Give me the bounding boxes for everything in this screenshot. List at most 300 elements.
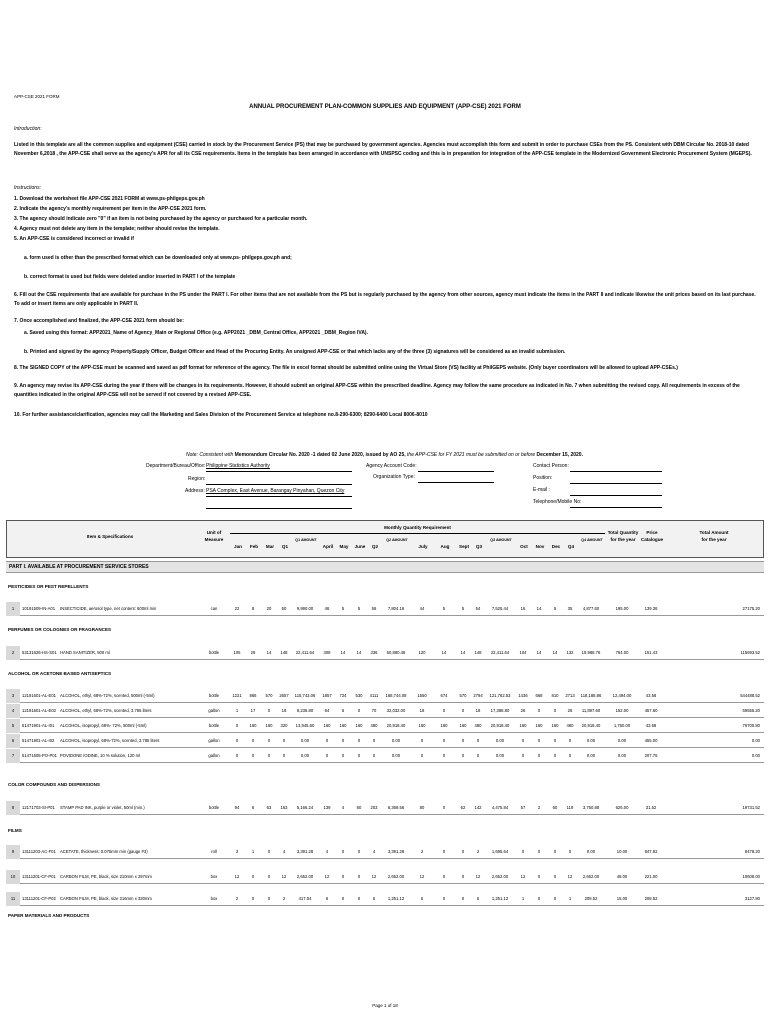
table-row <box>6 646 764 660</box>
total-amount: 544488.52 <box>740 693 760 698</box>
value-oct[interactable]: 104 <box>519 650 527 655</box>
value-jan[interactable]: 1221 <box>232 693 242 698</box>
instruction-7b: b. Printed and signed by the agency Property/Supply Officer, Budget Officer and Head of the Procuring Entity. An unsigned APP-CSE or that which lacks any of the three (3) signatures will be considered as an invalid submission. <box>24 349 566 355</box>
value-may[interactable]: 0 <box>341 896 345 901</box>
row-number: 3 <box>6 689 20 703</box>
header-sep: Sept <box>459 544 469 549</box>
header-oct: Oct <box>520 544 528 549</box>
value-oct[interactable]: 160 <box>519 723 527 728</box>
value-apr[interactable]: 6 <box>325 896 329 901</box>
table-row <box>6 734 764 748</box>
value-jun[interactable]: 160 <box>355 723 363 728</box>
dept-label: Department/Bureau/Office: <box>146 463 206 469</box>
table-row <box>6 749 764 763</box>
position-label: Position: <box>533 475 553 481</box>
item-code: 13111201-CF-P01 <box>22 874 56 879</box>
value-nov[interactable]: 668 <box>535 693 543 698</box>
value-q3: 0 <box>476 738 480 743</box>
value-nov[interactable]: 0 <box>537 896 541 901</box>
header-jun: June <box>354 544 366 549</box>
value-q2amt: 50,880.48 <box>386 650 406 655</box>
value-q4: 12 <box>567 874 573 879</box>
instruction-4: 4. Agency must not delete any item in the template; neither should revise the template. <box>14 226 220 232</box>
header-unit-1: Unit of <box>206 530 222 535</box>
address-value[interactable]: PSA Complex, East Avenue, Barangay Pinyahan, Quezon City <box>206 488 345 494</box>
value-oct[interactable]: 0 <box>521 738 525 743</box>
price-catalogue: 43.58 <box>645 723 657 728</box>
value-jul[interactable]: 44 <box>419 606 425 611</box>
value-q2: 0 <box>372 753 376 758</box>
table-row <box>6 704 764 718</box>
value-q3: 0 <box>476 753 480 758</box>
value-q4amt: 208.52 <box>584 896 598 901</box>
value-apr[interactable]: 0 <box>325 753 329 758</box>
value-jan[interactable]: 12 <box>234 874 240 879</box>
value-q3: 480 <box>474 723 482 728</box>
category-alcohol: ALCOHOL OR ACETONE BASED ANTISEPTICS <box>8 671 112 676</box>
total-amount: 8478.20 <box>744 849 760 854</box>
total-quantity: 195.00 <box>615 606 629 611</box>
total-amount: 0.00 <box>751 753 760 758</box>
value-jan[interactable]: 3 <box>235 849 239 854</box>
value-q1amt: 0.00 <box>300 753 310 758</box>
row-number: 2 <box>6 646 20 660</box>
value-q3amt: 17,388.80 <box>490 708 510 713</box>
row-number: 1 <box>6 602 20 616</box>
value-apr[interactable]: 46 <box>324 606 330 611</box>
value-oct[interactable]: 1 <box>521 896 525 901</box>
value-q1: 2657 <box>279 693 289 698</box>
total-quantity: 152.00 <box>615 708 629 713</box>
value-mar[interactable]: 0 <box>267 708 271 713</box>
value-sep[interactable]: 570 <box>459 693 467 698</box>
value-aug[interactable]: 0 <box>442 849 446 854</box>
value-q2amt: 0.00 <box>391 738 401 743</box>
value-sep[interactable]: 0 <box>461 849 465 854</box>
contact-person-label: Contact Person: <box>533 463 569 469</box>
item-code: 12171703-SI-P01 <box>22 805 55 810</box>
price-catalogue: 455.00 <box>644 738 658 743</box>
value-dec[interactable]: 0 <box>553 708 557 713</box>
header-nov: Nov <box>535 544 545 549</box>
note-prefix: Note: Consistent with <box>186 452 234 458</box>
total-amount: 10608.00 <box>742 874 760 879</box>
value-nov[interactable]: 2 <box>537 805 541 810</box>
value-may[interactable]: 0 <box>341 849 345 854</box>
value-dec[interactable]: 160 <box>551 723 559 728</box>
value-may[interactable]: 0 <box>341 753 345 758</box>
value-q3amt: 0.00 <box>495 738 505 743</box>
value-apr[interactable]: 160 <box>323 723 331 728</box>
value-apr[interactable]: 0 <box>325 738 329 743</box>
instruction-7: 7. Once accomplished and finalized, the APP-CSE 2021 form should be: <box>14 318 184 324</box>
unit-of-measure: gallon <box>208 738 220 743</box>
value-dec[interactable]: 14 <box>552 650 558 655</box>
instruction-6: 6. Fill out the CSE requirements that are available for purchase in the PS under the PART I. For other items that are not available from the PS but is regularly purchased by the agency from other sources, agency must indicate the items in the PART II and indicate likewise the unit prices based on its last purchase. To add or insert items are only applicable in PART II. <box>14 292 756 307</box>
value-q4: 35 <box>567 606 573 611</box>
value-q1: 320 <box>280 723 288 728</box>
value-q3: 12 <box>475 874 481 879</box>
value-mar[interactable]: 14 <box>266 650 272 655</box>
price-catalogue: 207.75 <box>644 753 658 758</box>
item-description: HAND SANITIZER, 500 ml <box>60 650 110 655</box>
value-q2: 12 <box>371 874 377 879</box>
value-oct[interactable]: 0 <box>521 753 525 758</box>
value-mar[interactable]: 20 <box>266 606 272 611</box>
value-q4: 0 <box>568 849 572 854</box>
value-nov[interactable]: 0 <box>537 753 541 758</box>
value-q3: 148 <box>474 650 482 655</box>
item-code: 12191601-AL-E02 <box>22 708 56 713</box>
value-aug[interactable]: 5 <box>442 606 446 611</box>
value-jul[interactable]: 0 <box>420 753 424 758</box>
total-quantity: 10.00 <box>616 849 628 854</box>
value-oct[interactable]: 0 <box>521 849 525 854</box>
value-q2amt: 32,032.00 <box>386 708 406 713</box>
introduction-label: Introduction: <box>14 126 42 132</box>
value-jul[interactable]: 120 <box>418 650 426 655</box>
value-aug[interactable]: 0 <box>442 805 446 810</box>
email-label: E-mail : <box>533 487 550 493</box>
instruction-2: 2. Indicate the agency's monthly requirement per item in the APP-CSE 2021 form. <box>14 206 207 212</box>
item-description: CARBON FILM, PE, black, size 216mm x 330mm <box>60 896 152 901</box>
value-mar[interactable]: 0 <box>267 874 271 879</box>
price-catalogue: 151.43 <box>644 650 658 655</box>
total-quantity: 764.00 <box>615 650 629 655</box>
header-apr: April <box>322 544 334 549</box>
item-code: 12191601-AL-E01 <box>22 693 56 698</box>
header-price-2: Catalogue <box>640 537 664 542</box>
value-jun[interactable]: 530 <box>355 693 363 698</box>
value-mar[interactable]: 570 <box>265 693 273 698</box>
value-feb[interactable]: 17 <box>250 708 256 713</box>
value-feb[interactable]: 8 <box>251 606 255 611</box>
value-may[interactable]: 14 <box>340 650 346 655</box>
category-films: FILMS <box>8 828 22 833</box>
value-feb[interactable]: 6 <box>251 805 255 810</box>
price-catalogue: 457.60 <box>644 708 658 713</box>
value-may[interactable]: 724 <box>339 693 347 698</box>
value-q3amt: 2,652.00 <box>491 874 509 879</box>
value-mar[interactable]: 0 <box>267 753 271 758</box>
table-row <box>6 602 764 616</box>
value-mar[interactable]: 0 <box>267 738 271 743</box>
value-aug[interactable]: 674 <box>440 693 448 698</box>
total-amount: 69555.20 <box>742 708 760 713</box>
value-jan[interactable]: 22 <box>234 606 240 611</box>
instruction-8: 8. The SIGNED COPY of the APP-CSE must be scanned and saved as pdf format for reference of the agency. The file in excel format should be submitted online using the Virtual Store (VS) facility at PhilGEPS website. (Only buyer coordinators will be allowed to upload APP-CSEs.) <box>14 365 678 371</box>
value-jul[interactable]: 6 <box>420 896 424 901</box>
value-aug[interactable]: 0 <box>442 708 446 713</box>
row-number: 7 <box>6 749 20 763</box>
value-sep[interactable]: 5 <box>461 606 465 611</box>
value-nov[interactable]: 14 <box>536 650 542 655</box>
instruction-5: 5. An APP-CSE is considered incorrect or invalid if <box>14 236 134 242</box>
instruction-1: 1. Download the worksheet file APP-CSE 2021 FORM at www.ps-philgeps.gov.ph <box>14 196 205 202</box>
header-unit-2: Measure <box>204 537 224 542</box>
value-jan[interactable]: 1 <box>235 708 239 713</box>
category-paper: PAPER MATERIALS AND PRODUCTS <box>8 913 90 918</box>
header-q3amt: Q3 AMOUNT <box>490 538 512 542</box>
value-may[interactable]: 6 <box>341 708 345 713</box>
value-oct[interactable]: 1436 <box>518 693 528 698</box>
total-amount: 27175.20 <box>742 606 760 611</box>
value-q3amt: 121,762.53 <box>489 693 511 698</box>
value-oct[interactable]: 16 <box>520 606 526 611</box>
value-q2amt: 0.00 <box>391 753 401 758</box>
value-feb[interactable]: 0 <box>251 753 255 758</box>
value-apr[interactable]: 4 <box>325 849 329 854</box>
row-number: 10 <box>6 870 20 884</box>
introduction-text: Listed in this template are all the common supplies and equipment (CSE) carried in stock by the Procurement Service (PS) that may be purchased by government agencies. Agencies must accomplish this form and submit in order to purchase CSEs from the PS. Consistent with DBM Circular No. 2018-10 dated November 6,2018 , the APP-CSE shall serve as the agency's APR for all its CSE requirements. Items in the template has been arranged in accordance with UNSPSC coding and this is in preparation for integration of the APP-CSE template in the Modernized Government Electronic Procurement System (MGEPS). <box>14 142 752 157</box>
value-jan[interactable]: 105 <box>233 650 241 655</box>
price-catalogue: 31.52 <box>645 805 657 810</box>
unit-of-measure: roll <box>211 849 217 854</box>
value-feb[interactable]: 160 <box>249 723 257 728</box>
page-title: ANNUAL PROCUREMENT PLAN-COMMON SUPPLIES AND EQUIPMENT (APP-CSE) 2021 FORM <box>249 104 521 110</box>
value-aug[interactable]: 14 <box>441 650 447 655</box>
value-oct[interactable]: 12 <box>520 874 526 879</box>
value-jul[interactable]: 80 <box>419 805 425 810</box>
value-aug[interactable]: 0 <box>442 738 446 743</box>
value-q4amt: 2,652.00 <box>582 874 600 879</box>
value-aug[interactable]: 0 <box>442 874 446 879</box>
value-q2: 6 <box>372 896 376 901</box>
value-dec[interactable]: 810 <box>551 693 559 698</box>
dept-value[interactable]: Philippine Statistics Authority <box>206 463 270 469</box>
table-row <box>6 870 764 884</box>
value-jun[interactable]: 0 <box>357 896 361 901</box>
item-code: 53131626-HS-S01 <box>22 650 57 655</box>
value-dec[interactable]: 0 <box>553 849 557 854</box>
value-dec[interactable]: 0 <box>553 738 557 743</box>
address-label: Address: <box>185 488 205 494</box>
value-jul[interactable]: 160 <box>418 723 426 728</box>
item-description: INSECTICIDE, aerosol type, net content: 600ml min <box>60 606 157 611</box>
value-jan[interactable]: 0 <box>235 753 239 758</box>
value-q1amt: 9,990.00 <box>296 606 314 611</box>
value-jan[interactable]: 94 <box>234 805 240 810</box>
item-description: POVIDONE IODINE, 10 % solution, 120 ml <box>60 753 141 758</box>
org-type-label: Organization Type: <box>373 474 415 480</box>
value-feb[interactable]: 866 <box>249 693 257 698</box>
header-mar: Mar <box>265 544 275 549</box>
item-description: ALCOHOL, isopropyl, 68%-72%, scented, 3.785 liters <box>60 738 160 743</box>
value-q3amt: 1,251.12 <box>491 896 509 901</box>
value-q2amt: 3,391.28 <box>387 849 405 854</box>
value-q2: 480 <box>370 723 378 728</box>
table-row <box>6 801 764 815</box>
value-aug[interactable]: 160 <box>440 723 448 728</box>
value-q1amt: 3,391.28 <box>296 849 314 854</box>
value-dec[interactable]: 0 <box>553 896 557 901</box>
value-q1amt: 115,743.06 <box>294 693 316 698</box>
value-q2: 4 <box>372 849 376 854</box>
value-nov[interactable]: 14 <box>536 606 542 611</box>
value-feb[interactable]: 29 <box>250 650 256 655</box>
price-catalogue: 847.82 <box>644 849 658 854</box>
value-apr[interactable]: 1857 <box>322 693 332 698</box>
value-q3: 2 <box>476 849 480 854</box>
header-price-1: Price <box>646 530 658 535</box>
table-row <box>6 689 764 703</box>
value-nov[interactable]: 160 <box>535 723 543 728</box>
value-nov[interactable]: 0 <box>537 738 541 743</box>
page-footer: Page 1 of 18 <box>372 1003 398 1008</box>
instructions-label: Instructions: <box>14 185 41 191</box>
value-q1amt: 0.00 <box>300 738 310 743</box>
row-number: 11 <box>6 892 20 906</box>
item-code: 51471901-AL-I02 <box>22 738 55 743</box>
value-jun[interactable]: 0 <box>357 753 361 758</box>
total-quantity: 0.00 <box>617 753 627 758</box>
table-row <box>6 892 764 906</box>
value-jun[interactable]: 5 <box>357 606 361 611</box>
value-q1amt: 13,945.60 <box>295 723 315 728</box>
value-q1amt: 8,236.80 <box>296 708 314 713</box>
value-jul[interactable]: 1550 <box>417 693 427 698</box>
value-sep[interactable]: 14 <box>460 650 466 655</box>
value-may[interactable]: 160 <box>339 723 347 728</box>
value-mar[interactable]: 0 <box>267 896 271 901</box>
value-sep[interactable]: 0 <box>461 896 465 901</box>
value-q2: 336 <box>370 650 378 655</box>
value-mar[interactable]: 63 <box>266 805 272 810</box>
header-q4amt: Q4 AMOUNT <box>581 538 603 542</box>
value-sep[interactable]: 0 <box>461 738 465 743</box>
value-q1: 163 <box>280 805 288 810</box>
value-feb[interactable]: 0 <box>251 738 255 743</box>
value-q4: 0 <box>568 738 572 743</box>
value-q3: 18 <box>475 708 481 713</box>
value-jul[interactable]: 0 <box>420 738 424 743</box>
value-apr[interactable]: 12 <box>324 874 330 879</box>
note-date: December 15, 2020. <box>536 452 583 458</box>
value-feb[interactable]: 0 <box>251 874 255 879</box>
value-oct[interactable]: 26 <box>520 708 526 713</box>
value-mar[interactable]: 0 <box>267 849 271 854</box>
table-row <box>6 719 764 733</box>
value-sep[interactable]: 160 <box>459 723 467 728</box>
value-dec[interactable]: 0 <box>553 874 557 879</box>
header-aug: Aug <box>440 544 450 549</box>
price-catalogue: 139.36 <box>644 606 658 611</box>
value-jul[interactable]: 2 <box>420 849 424 854</box>
value-q4amt: 0.00 <box>586 753 596 758</box>
instruction-7a: a. Saved using this format: APP2021_Name of Agency_Main or Regional Office (e.g. APP2021 _DBM_Central Office, APP2021 _DBM_Region IVA). <box>24 330 368 336</box>
value-q2amt: 6,369.56 <box>387 805 405 810</box>
value-q4: 2713 <box>565 693 575 698</box>
value-apr[interactable]: 308 <box>323 650 331 655</box>
value-q4: 119 <box>566 805 574 810</box>
value-may[interactable]: 0 <box>341 738 345 743</box>
value-jul[interactable]: 18 <box>419 708 425 713</box>
item-code: 51471505-PO-P01 <box>22 753 57 758</box>
value-q3amt: 20,918.40 <box>490 723 510 728</box>
header-jan: Jan <box>234 544 242 549</box>
value-mar[interactable]: 160 <box>265 723 273 728</box>
value-jun[interactable]: 0 <box>357 849 361 854</box>
value-q2amt: 1,251.12 <box>387 896 405 901</box>
value-jan[interactable]: 0 <box>235 723 239 728</box>
total-amount: 19731.52 <box>742 805 760 810</box>
value-nov[interactable]: 0 <box>537 708 541 713</box>
value-sep[interactable]: 0 <box>461 874 465 879</box>
value-jan[interactable]: 2 <box>235 896 239 901</box>
value-q4amt: 11,897.60 <box>581 708 601 713</box>
value-feb[interactable]: 1 <box>251 849 255 854</box>
value-q2amt: 168,744.08 <box>385 693 407 698</box>
header-q4: Q4 <box>567 544 575 549</box>
value-may[interactable]: 5 <box>341 606 345 611</box>
item-description: CARBON FILM, PE, black, size 210mm x 297mm <box>60 874 152 879</box>
unit-of-measure: bottle <box>208 650 220 655</box>
item-code: 51471901-AL-I01 <box>22 723 55 728</box>
value-dec[interactable]: 0 <box>553 753 557 758</box>
value-q1: 0 <box>282 738 286 743</box>
header-q1amt: Q1 AMOUNT <box>295 538 317 542</box>
value-oct[interactable]: 57 <box>520 805 526 810</box>
value-jan[interactable]: 0 <box>235 738 239 743</box>
value-may[interactable]: 0 <box>341 874 345 879</box>
value-may[interactable]: 4 <box>341 805 345 810</box>
unit-of-measure: box <box>210 874 218 879</box>
value-jun[interactable]: 0 <box>357 738 361 743</box>
value-q1: 50 <box>281 606 287 611</box>
value-dec[interactable]: 60 <box>552 805 558 810</box>
value-q1amt: 5,166.24 <box>296 805 314 810</box>
value-q4: 0 <box>568 753 572 758</box>
value-nov[interactable]: 0 <box>537 874 541 879</box>
value-aug[interactable]: 0 <box>442 753 446 758</box>
header-dec: Dec <box>551 544 561 549</box>
value-jul[interactable]: 12 <box>419 874 425 879</box>
account-code-label: Agency Account Code: <box>366 463 417 469</box>
value-apr[interactable]: 64 <box>324 708 330 713</box>
value-aug[interactable]: 0 <box>442 896 446 901</box>
item-description: ACETATE, thickness: 0.075mm min (gauge #3) <box>60 849 148 854</box>
value-q4amt: 3,750.88 <box>582 805 600 810</box>
value-sep[interactable]: 0 <box>461 708 465 713</box>
header-jul: July <box>418 544 428 549</box>
unit-of-measure: bottle <box>208 805 220 810</box>
value-nov[interactable]: 0 <box>537 849 541 854</box>
header-may: May <box>339 544 349 549</box>
header-monthly: Monthly Quantity Requirement <box>384 525 451 530</box>
total-quantity: 12,494.00 <box>612 693 632 698</box>
unit-of-measure: bottle <box>208 723 220 728</box>
value-q1: 4 <box>282 849 286 854</box>
value-jun[interactable]: 60 <box>356 805 362 810</box>
value-q4: 480 <box>566 723 574 728</box>
value-apr[interactable]: 139 <box>323 805 331 810</box>
value-q4amt: 0.00 <box>586 738 596 743</box>
value-jun[interactable]: 14 <box>356 650 362 655</box>
value-q4: 1 <box>568 896 572 901</box>
instruction-5a: a. form used is other than the prescribed format which can be downloaded only at www.ps- philgeps.gov.ph and; <box>24 255 292 261</box>
value-jun[interactable]: 0 <box>357 874 361 879</box>
submission-note <box>186 452 583 458</box>
value-q4amt: 118,188.86 <box>580 693 602 698</box>
header-feb: Feb <box>249 544 259 549</box>
value-sep[interactable]: 62 <box>460 805 466 810</box>
value-jun[interactable]: 0 <box>357 708 361 713</box>
value-feb[interactable]: 0 <box>251 896 255 901</box>
value-sep[interactable]: 0 <box>461 753 465 758</box>
value-dec[interactable]: 5 <box>553 606 557 611</box>
value-q3amt: 0.00 <box>495 753 505 758</box>
total-amount: 115693.52 <box>740 650 760 655</box>
